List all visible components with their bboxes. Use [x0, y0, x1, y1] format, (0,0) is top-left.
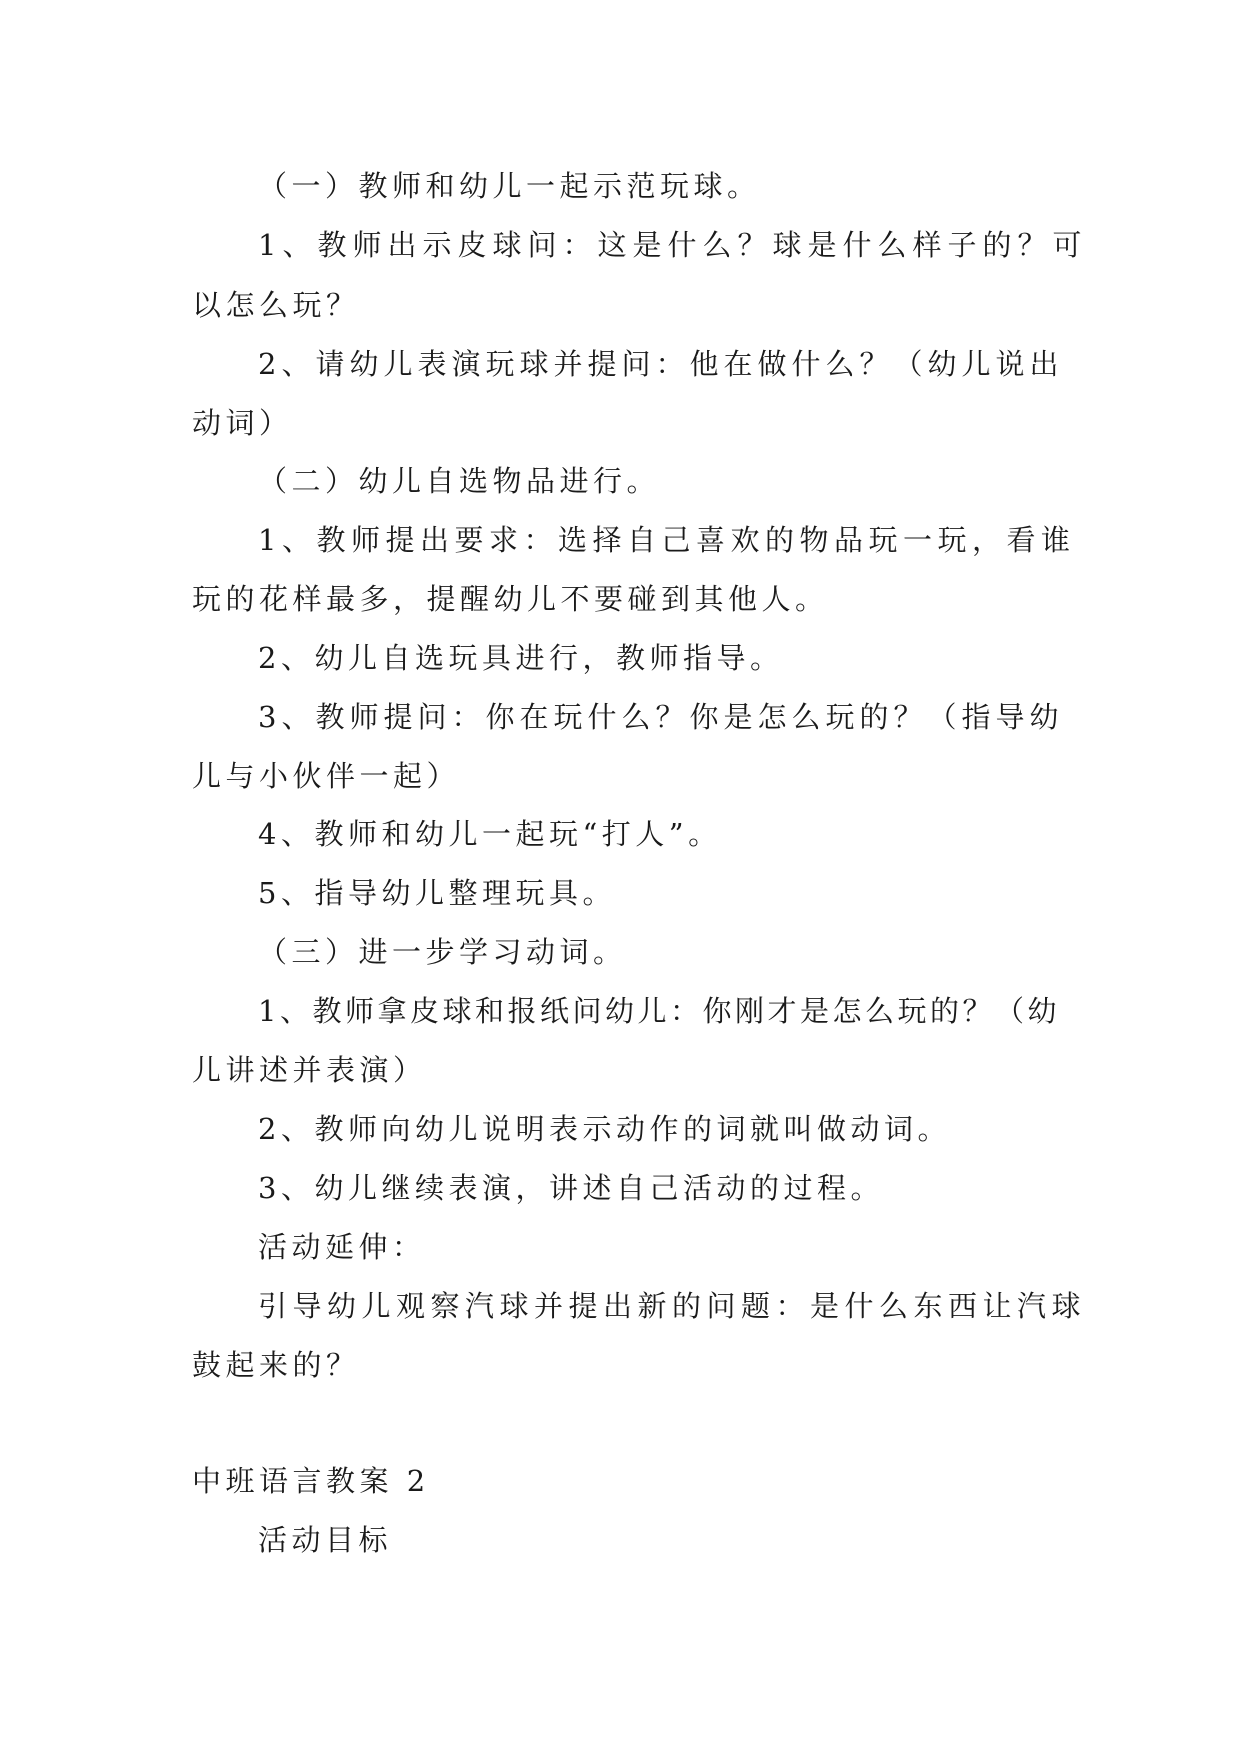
paragraph-line: 1、教师拿皮球和报纸问幼儿：你刚才是怎么玩的？（幼 [258, 994, 1060, 1028]
paragraph-line: 以怎么玩？ [192, 288, 360, 322]
paragraph-line: 引导幼儿观察汽球并提出新的问题：是什么东西让汽球 [258, 1289, 1087, 1323]
paragraph-line: 动词） [192, 406, 293, 440]
paragraph-line: 2、幼儿自选玩具进行，教师指导。 [258, 641, 784, 675]
section-heading-2: （二）幼儿自选物品进行。 [258, 464, 661, 498]
paragraph-line: 儿与小伙伴一起） [192, 759, 461, 793]
paragraph-line: 3、幼儿继续表演，讲述自己活动的过程。 [258, 1171, 884, 1205]
section-heading-1: （一）教师和幼儿一起示范玩球。 [258, 169, 761, 203]
paragraph-line: 2、教师向幼儿说明表示动作的词就叫做动词。 [258, 1112, 951, 1146]
activity-extension-heading: 活动延伸： [258, 1230, 426, 1264]
paragraph-line: 玩的花样最多，提醒幼儿不要碰到其他人。 [192, 582, 829, 616]
lesson-plan-title: 中班语言教案 2 [192, 1464, 430, 1498]
paragraph-line: 鼓起来的？ [192, 1348, 360, 1382]
section-heading-3: （三）进一步学习动词。 [258, 935, 627, 969]
paragraph-line: 3、教师提问：你在玩什么？你是怎么玩的？（指导幼 [258, 700, 1064, 734]
paragraph-line: 1、教师出示皮球问：这是什么？球是什么样子的？可 [258, 228, 1088, 262]
paragraph-line: 1、教师提出要求：选择自己喜欢的物品玩一玩，看谁 [258, 523, 1076, 557]
paragraph-line: 4、教师和幼儿一起玩“打人”。 [258, 817, 722, 851]
paragraph-line: 儿讲述并表演） [192, 1053, 427, 1087]
paragraph-line: 2、请幼儿表演玩球并提问：他在做什么？（幼儿说出 [258, 347, 1064, 381]
paragraph-line: 5、指导幼儿整理玩具。 [258, 876, 616, 910]
activity-goals-heading: 活动目标 [258, 1523, 393, 1557]
